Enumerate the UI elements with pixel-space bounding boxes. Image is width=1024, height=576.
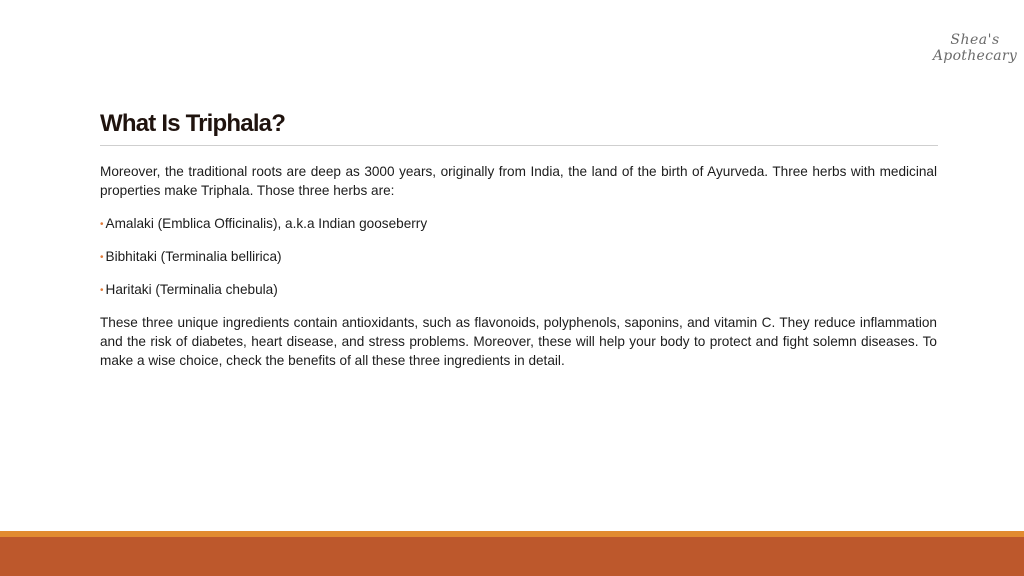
herb-list <box>100 214 937 299</box>
slide-content <box>100 162 937 370</box>
brand-logo-line2: Apothecary <box>932 48 1018 64</box>
list-item-text: Haritaki (Terminalia chebula) <box>105 282 278 297</box>
bullet-icon: • <box>100 252 104 263</box>
list-item <box>100 280 937 299</box>
footer-bar <box>0 537 1024 576</box>
bullet-icon: • <box>100 285 104 296</box>
list-item <box>100 247 937 266</box>
intro-paragraph: Moreover, the traditional roots are deep as 3000 years, originally from India, the land of the birth of Ayurveda. Three herbs with medicinal properties make Triphala. Those three herbs are: <box>100 164 937 198</box>
bullet-icon: • <box>100 219 104 230</box>
list-item-text: Bibhitaki (Terminalia bellirica) <box>105 249 282 264</box>
page-title: What Is Triphala? <box>100 110 286 137</box>
list-item <box>100 214 937 233</box>
list-item-text: Amalaki (Emblica Officinalis), a.k.a Indian gooseberry <box>105 216 428 231</box>
title-divider <box>100 145 938 146</box>
conclusion-paragraph: These three unique ingredients contain antioxidants, such as flavonoids, polyphenols, saponins, and vitamin C. They reduce inflammation and the risk of diabetes, heart disease, and stress problems. Moreover, these will help your body to protect and fight solemn diseases. To make a wise choice, check the benefits of all these three ingredients in detail. <box>100 315 937 368</box>
brand-logo-line1: Shea's <box>950 32 1000 48</box>
brand-logo <box>930 32 1020 64</box>
